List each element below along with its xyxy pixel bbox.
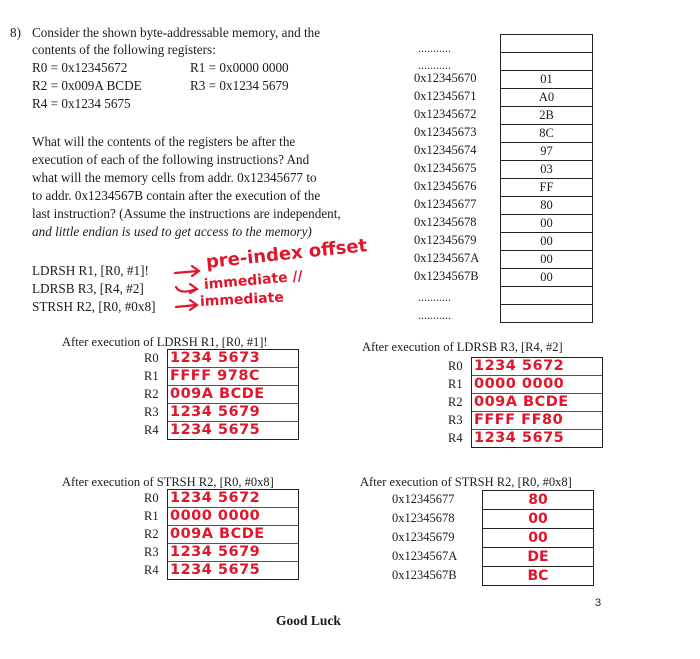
registers-ldrsb (471, 357, 603, 448)
value-r1: 0000 0000 (168, 508, 298, 526)
label-r2: R2 (144, 387, 159, 401)
mem-addr-11: 0x1234567B (414, 269, 479, 283)
value-r0: 1234 5672 (168, 490, 298, 508)
mem-val-5: 03 (501, 161, 593, 179)
annotation-immediate-1: immediate // (203, 268, 304, 293)
annotation-pre-index-offset: pre-index offset (204, 235, 369, 273)
value-r2: 009A BCDE (168, 386, 298, 404)
value-r0: 1234 5673 (168, 350, 298, 368)
register-r2-initial: R2 = 0x009A BCDE (32, 78, 142, 93)
heading-ldrsh: After execution of LDRSH R1, [R0, #1]! (62, 335, 268, 349)
paragraph-line-4: to addr. 0x1234567B contain after the execution of the (32, 188, 321, 203)
mem-addr-9: 0x12345679 (414, 233, 477, 247)
heading-strsh-memory: After execution of STRSH R2, [R0, #0x8] (360, 475, 572, 489)
label-r4: R4 (144, 423, 159, 437)
labels-ldrsb (448, 357, 468, 447)
mem-value: BC (527, 568, 549, 584)
paragraph-line-2: execution of each of the following instructions? And (32, 152, 310, 167)
value-r2: 009A BCDE (168, 526, 298, 544)
label-r3: R3 (448, 413, 463, 427)
value-r4: 1234 5675 (474, 430, 565, 446)
memory-dots-bottom-1: ........... (418, 290, 451, 304)
label-r4: R4 (144, 563, 159, 577)
mem-addr: 0x12345677 (392, 492, 455, 506)
value-r1: FFFF 978C (168, 368, 298, 386)
paragraph-line-1: What will the contents of the registers be after the (32, 134, 296, 149)
paragraph-line-3: what will the memory cells from addr. 0x12345677 to (32, 170, 317, 185)
mem-addr: 0x12345679 (392, 530, 455, 544)
mem-addr-2: 0x12345672 (414, 107, 477, 121)
mem-value: 00 (483, 529, 593, 548)
memory-dots-top-1: ........... (418, 41, 451, 55)
page-number: 3 (595, 597, 602, 609)
label-r0: R0 (144, 491, 159, 505)
paragraph-line-5: last instruction? (Assume the instructions are independent, (32, 206, 341, 221)
mem-value: 00 (483, 510, 593, 529)
label-r2: R2 (144, 527, 159, 541)
value-r3: 1234 5679 (168, 544, 298, 562)
register-r3-initial: R3 = 0x1234 5679 (190, 78, 289, 93)
question-line-1: Consider the shown byte-addressable memory, and the (32, 25, 321, 40)
mem-val-2: 2B (501, 107, 593, 125)
mem-val-6: FF (501, 179, 593, 197)
value-r3: 1234 5679 (168, 404, 298, 422)
label-r1: R1 (448, 377, 463, 391)
value-r0: 1234 5672 (472, 358, 602, 376)
mem-addr-4: 0x12345674 (414, 143, 477, 157)
mem-addr-1: 0x12345671 (414, 89, 477, 103)
label-r3: R3 (144, 405, 159, 419)
mem-val-4: 97 (501, 143, 593, 161)
register-r0-initial: R0 = 0x12345672 (32, 60, 128, 75)
labels-ldrsh (144, 349, 164, 439)
memory-dots-bottom-2: ........... (418, 308, 451, 322)
mem-val-9: 00 (501, 233, 593, 251)
instruction-strsh: STRSH R2, [R0, #0x8] (32, 299, 156, 314)
mem-addr: 0x1234567A (392, 549, 458, 563)
mem-val-7: 80 (501, 197, 593, 215)
value-r4: 1234 5675 (170, 562, 261, 578)
memory-table (500, 34, 593, 323)
instruction-ldrsb: LDRSB R3, [R4, #2] (32, 281, 144, 296)
label-r0: R0 (448, 359, 463, 373)
label-r1: R1 (144, 369, 159, 383)
value-r1: 0000 0000 (472, 376, 602, 394)
heading-strsh-registers: After execution of STRSH R2, [R0, #0x8] (62, 475, 274, 489)
addrs-strsh-memory (392, 490, 478, 585)
mem-addr: 0x12345678 (392, 511, 455, 525)
value-r4: 1234 5675 (170, 422, 261, 438)
mem-addr-6: 0x12345676 (414, 179, 477, 193)
mem-val-11: 00 (501, 269, 593, 287)
question-number: 8) (10, 25, 21, 40)
value-r2: 009A BCDE (472, 394, 602, 412)
paragraph-line-6: and little endian is used to get access to the memory) (32, 224, 312, 239)
labels-strsh (144, 489, 164, 579)
mem-addr-7: 0x12345677 (414, 197, 477, 211)
memory-dots-top-2: ........... (418, 58, 451, 72)
annotation-immediate-2: immediate (199, 289, 285, 310)
memory-strsh (482, 490, 594, 586)
good-luck: Good Luck (276, 613, 341, 628)
mem-value: DE (483, 548, 593, 567)
mem-val-8: 00 (501, 215, 593, 233)
register-r4-initial: R4 = 0x1234 5675 (32, 96, 131, 111)
mem-addr-3: 0x12345673 (414, 125, 477, 139)
label-r4: R4 (448, 431, 463, 445)
mem-val-0: 01 (501, 71, 593, 89)
mem-val-1: A0 (501, 89, 593, 107)
label-r1: R1 (144, 509, 159, 523)
mem-value: 80 (483, 491, 593, 510)
question-line-2: contents of the following registers: (32, 42, 216, 57)
heading-ldrsb: After execution of LDRSB R3, [R4, #2] (362, 340, 563, 354)
mem-addr-0: 0x12345670 (414, 71, 477, 85)
mem-addr: 0x1234567B (392, 568, 457, 582)
register-r1-initial: R1 = 0x0000 0000 (190, 60, 289, 75)
label-r0: R0 (144, 351, 159, 365)
instruction-ldrsh: LDRSH R1, [R0, #1]! (32, 263, 149, 278)
registers-strsh (167, 489, 299, 580)
value-r3: FFFF FF80 (472, 412, 602, 430)
mem-addr-8: 0x12345678 (414, 215, 477, 229)
mem-val-3: 8C (501, 125, 593, 143)
mem-addr-10: 0x1234567A (414, 251, 480, 265)
label-r2: R2 (448, 395, 463, 409)
registers-ldrsh (167, 349, 299, 440)
mem-addr-5: 0x12345675 (414, 161, 477, 175)
mem-val-10: 00 (501, 251, 593, 269)
label-r3: R3 (144, 545, 159, 559)
